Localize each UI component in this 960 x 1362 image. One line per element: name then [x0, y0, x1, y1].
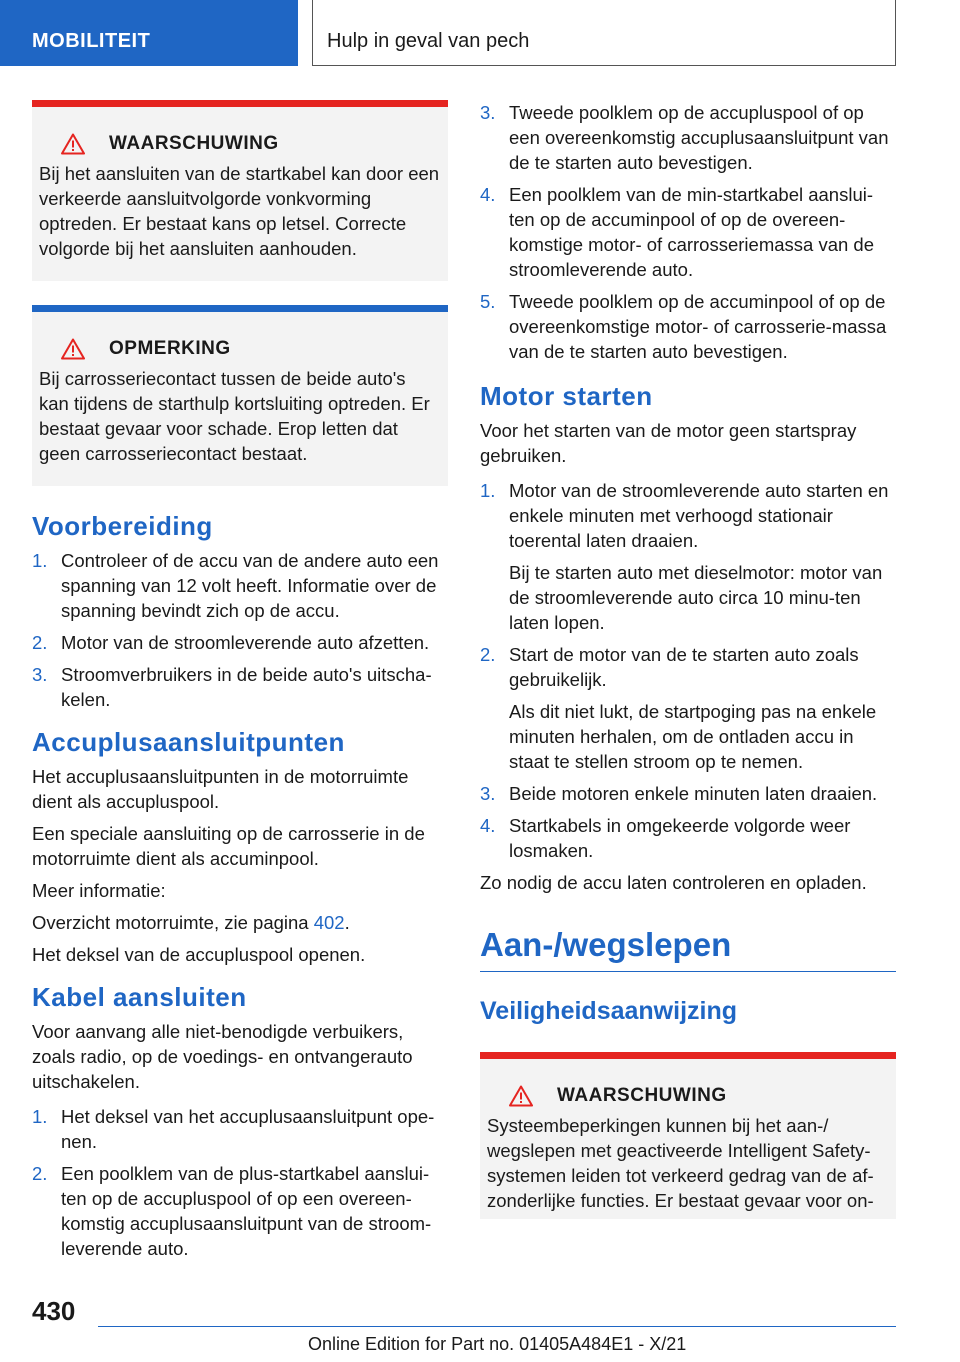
heading-accuplus: Accuplusaansluitpunten — [32, 727, 345, 757]
warning-text: Bij het aansluiten van de startkabel kan door een verkeerde aansluitvolgorde vonkvorming optreden. Er bestaat kans op letsel. Correcte volgorde bij het aansluiten aanhouden. — [39, 163, 440, 259]
page-link[interactable]: 402 — [313, 912, 345, 933]
list-item: 4. Startkabels in omgekeerde volgorde weer losmaken. — [480, 815, 851, 861]
heading-veiligheid: Veiligheidsaanwijzing — [480, 997, 738, 1025]
list-voorbereiding — [32, 548, 448, 712]
section-tab: MOBILITEIT — [0, 0, 298, 66]
paragraph: Het accuplusaansluitpunten in de motorruimte dient als accupluspool. — [32, 766, 409, 812]
left-column — [32, 100, 448, 1268]
warning-title: WAARSCHUWING — [557, 1085, 727, 1106]
list-item: 3. Beide motoren enkele minuten laten draaien. — [480, 783, 878, 804]
heading-kabel: Kabel aansluiten — [32, 982, 247, 1012]
warning-triangle-icon — [61, 133, 85, 155]
warning-box — [480, 1052, 896, 1219]
list-item-note: Als dit niet lukt, de startpoging pas na enkele minuten herhalen, om de ontladen accu in staat te stellen stroom op te nemen. — [509, 701, 877, 772]
paragraph: Het deksel van de accupluspool openen. — [32, 944, 366, 965]
note-text: Bij carrosseriecontact tussen de beide auto's kan tijdens de starthulp kortsluiting optreden. Er bestaat gevaar voor schade. Erop letten dat geen carrosseriecontact bestaat. — [39, 368, 430, 464]
heading-slepen: Aan-/wegslepen — [480, 923, 896, 972]
right-column — [480, 100, 896, 1219]
warning-box — [32, 100, 448, 281]
paragraph: Voor aanvang alle niet-benodigde verbuikers, zoals radio, op de voedings- en ontvangerauto uitschakelen. — [32, 1021, 413, 1092]
list-item: 1. Controleer of de accu van de andere auto een spanning van 12 volt heeft. Informatie over de spanning bevindt zich op de accu. — [32, 550, 439, 621]
list-item: 4. Een poolklem van de min-startkabel aanslui-ten op de accuminpool of op de overeen-komstige motor- of carrosseriemassa van de stroomleverende auto. — [480, 184, 874, 280]
warning-title: WAARSCHUWING — [109, 133, 279, 154]
list-item: 1. Motor van de stroomleverende auto starten en enkele minuten met verhoogd stationair toerental laten draaien. Bij te starten auto met dieselmotor: motor van de stroomleverende auto circa 10 minu-ten laten lopen. — [480, 478, 896, 635]
heading-voorbereiding: Voorbereiding — [32, 511, 213, 541]
note-box — [32, 305, 448, 486]
list-kabel-continued — [480, 100, 896, 364]
list-item-note: Bij te starten auto met dieselmotor: motor van de stroomleverende auto circa 10 minu-ten laten lopen. — [509, 562, 883, 633]
edition-note: Online Edition for Part no. 01405A484E1 - X/21 — [308, 1334, 687, 1354]
paragraph-reference: Overzicht motorruimte, zie pagina 402. — [32, 912, 350, 933]
footer-divider — [98, 1326, 896, 1327]
list-item: 3. Tweede poolklem op de accupluspool of op een overeenkomstig accuplusaansluitpunt van de te starten auto bevestigen. — [480, 102, 889, 173]
warning-triangle-icon — [509, 1085, 533, 1107]
page-number: 430 — [32, 1296, 76, 1326]
list-item: 1. Het deksel van het accuplusaansluitpunt ope-nen. — [32, 1106, 435, 1152]
paragraph: Een speciale aansluiting op de carrosserie in de motorruimte dient als accuminpool. — [32, 823, 425, 869]
list-item: 2. Een poolklem van de plus-startkabel aanslui-ten op de accupluspool of op een overeen-komstig accuplusaansluitpunt van de stroom-leverende auto. — [32, 1163, 432, 1259]
note-title: OPMERKING — [109, 338, 231, 359]
page-header — [0, 0, 960, 66]
list-item: 5. Tweede poolklem op de accuminpool of op de overeenkomstige motor- of carrosserie-massa van de te starten auto bevestigen. — [480, 291, 887, 362]
paragraph: Meer informatie: — [32, 880, 166, 901]
list-motor — [480, 478, 896, 863]
paragraph: Voor het starten van de motor geen startspray gebruiken. — [480, 420, 857, 466]
list-item: 3. Stroomverbruikers in de beide auto's uitscha-kelen. — [32, 664, 432, 710]
paragraph: Zo nodig de accu laten controleren en opladen. — [480, 872, 867, 893]
list-kabel — [32, 1104, 448, 1261]
list-item: 2. Motor van de stroomleverende auto afzetten. — [32, 632, 430, 653]
warning-triangle-icon — [61, 338, 85, 360]
warning-text: Systeembeperkingen kunnen bij het aan-/ wegslepen met geactiveerde Intelligent Safety-systemen leiden tot verkeerd gedrag van de af-zonderlijke functies. Er bestaat gevaar voor on- — [487, 1115, 874, 1211]
heading-motor: Motor starten — [480, 381, 653, 411]
chapter-title: Hulp in geval van pech — [312, 0, 896, 66]
list-item: 2. Start de motor van de te starten auto zoals gebruikelijk. Als dit niet lukt, de startpoging pas na enkele minuten herhalen, om de ontladen accu in staat te stellen stroom op te nemen. — [480, 642, 896, 774]
